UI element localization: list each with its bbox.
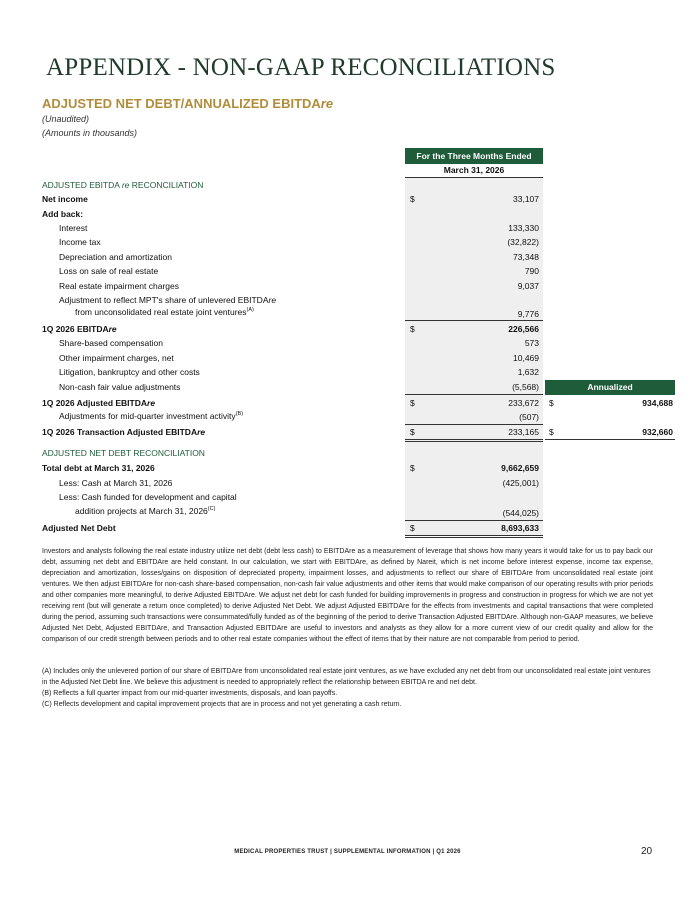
currency-symbol: $ — [549, 398, 554, 408]
impairment-value: 9,037 — [517, 281, 539, 291]
subtotal-rule — [405, 320, 543, 321]
q1-adj-re: re — [147, 398, 156, 408]
q1-adjusted-annualized-value: 934,688 — [642, 398, 673, 408]
q1-adj-text: 1Q 2026 Adjusted EBITDA — [42, 398, 148, 408]
share-comp-label: Share-based compensation — [59, 338, 163, 348]
currency-symbol: $ — [410, 194, 415, 204]
litigation-value: 1,632 — [517, 367, 539, 377]
less-cash-value: (425,001) — [502, 478, 539, 488]
footnote-c: (C) Reflects development and capital improvement projects that are in process and not yet generating a cash return. — [42, 701, 402, 708]
explanation-paragraph: Investors and analysts following the real estate industry utilize net debt (debt less cash) to EBITDAre as a measurement of leverage that shows how many years it would take for us to pay back our debt, assuming net debt and EBITDAre are held constant. In our calculation, we start with EBITDAre, as defined by Nareit, which is net income before interest expense, income tax expense, depreciation and amortization, losses/gains on disposition of depreciated property, impairment losses, and adjustments to reflect our share of EBITDAre from unconsolidated real estate joint ventures. We then adjust EBITDAre for non-cash share-based compensation, non-cash fair value adjustments and other items that would make comparison of our operating results with prior periods and other companies more meaningful, to derive Adjusted EBITDAre. We adjust net debt for cash funded for building improvements in progress and construction in progress for which we are not yet receiving rent (but will generate a return once completed) to derive Adjusted Net Debt. We adjust Adjusted EBITDAre for the effects from investments and capital transactions that were completed during the period, assuming such transactions were consummated/fully funded as of the beginning of the period to derive Transaction Adjusted EBITDAre. Although non-GAAP measures, we believe Adjusted Net Debt, Adjusted EBITDAre, and Transaction Adjusted EBITDAre are useful to investors and analysts as they allow for a more current view of our credit quality and allow for the comparison of our credit strength between periods and to other real estate companies without the effect of items that by their nature are not comparable from period to period. — [42, 548, 653, 643]
income-tax-value: (32,822) — [507, 237, 539, 247]
subtitle-re: re — [320, 96, 334, 111]
footnote-b-ref: (B) — [235, 411, 244, 418]
less-dev2-text: addition projects at March 31, 2026 — [75, 506, 208, 516]
jv-line1-text: Adjustment to reflect MPT's share of unlevered EBITDA — [59, 295, 269, 305]
total-debt-label: Total debt at March 31, 2026 — [42, 463, 155, 473]
q1-adjusted-ebitda-value: 233,672 — [508, 398, 539, 408]
depreciation-label: Depreciation and amortization — [59, 252, 172, 262]
amounts-note: (Amounts in thousands) — [42, 128, 138, 138]
share-comp-value: 573 — [524, 338, 539, 348]
mid-quarter-text: Adjustments for mid-quarter investment activity — [59, 411, 236, 421]
q1-ebitda-text: 1Q 2026 EBITDA — [42, 324, 109, 334]
footnote-c-ref: (C) — [207, 506, 216, 513]
less-dev-label-2 — [75, 504, 215, 518]
jv-line1-re: re — [268, 295, 277, 305]
q1-trans-re: re — [197, 427, 206, 437]
unaudited-note: (Unaudited) — [42, 114, 90, 124]
subtitle-text: ADJUSTED NET DEBT/ANNUALIZED EBITDA — [42, 96, 321, 111]
ebitda-section-heading — [42, 180, 203, 190]
annualized-header: Annualized — [545, 380, 675, 395]
net-income-value: 33,107 — [513, 194, 539, 204]
depreciation-value: 73,348 — [513, 252, 539, 262]
q1-adjusted-ebitda-label — [42, 396, 155, 410]
total-debt-value: 9,662,659 — [501, 463, 539, 473]
adjusted-net-debt-label: Adjusted Net Debt — [42, 523, 116, 533]
currency-symbol: $ — [410, 398, 415, 408]
currency-symbol: $ — [410, 523, 415, 533]
total-double-rule — [405, 537, 543, 538]
jv-line2-text: from unconsolidated real estate joint ventures — [75, 307, 247, 317]
footnote-b: (B) Reflects a full quarter impact from our mid-quarter investments, disposals, and loan payoffs. — [42, 690, 338, 697]
fair-value-label: Non-cash fair value adjustments — [59, 382, 181, 392]
period-header: For the Three Months Ended — [405, 148, 543, 164]
income-tax-label: Income tax — [59, 237, 101, 247]
total-rule — [405, 439, 543, 440]
jv-adjustment-value: 9,776 — [517, 309, 539, 319]
less-dev-label-1: Less: Cash funded for development and capital — [59, 492, 237, 502]
section-subtitle — [42, 96, 333, 111]
section1-suffix: RECONCILIATION — [129, 180, 204, 190]
mid-quarter-label — [59, 409, 243, 423]
q1-transaction-annualized-value: 932,660 — [642, 427, 673, 437]
adjusted-net-debt-value: 8,693,633 — [501, 523, 539, 533]
section1-re: re — [121, 180, 130, 190]
less-cash-label: Less: Cash at March 31, 2026 — [59, 478, 173, 488]
subtotal-rule — [405, 394, 543, 395]
loss-sale-label: Loss on sale of real estate — [59, 266, 159, 276]
interest-label: Interest — [59, 223, 88, 233]
interest-value: 133,330 — [508, 223, 539, 233]
add-back-label: Add back: — [42, 209, 84, 219]
other-impairment-value: 10,469 — [513, 353, 539, 363]
page-title: APPENDIX - NON-GAAP RECONCILIATIONS — [46, 54, 556, 81]
fair-value-value: (5,568) — [512, 382, 539, 392]
q1-transaction-ebitda-label — [42, 425, 205, 439]
currency-symbol: $ — [410, 427, 415, 437]
less-dev-value: (544,025) — [502, 508, 539, 518]
annualized-total-rule — [545, 439, 675, 440]
impairment-label: Real estate impairment charges — [59, 281, 180, 291]
section1-label: ADJUSTED EBITDA — [42, 180, 120, 190]
total-double-rule — [405, 441, 543, 442]
footnote-a-ref: (A) — [246, 307, 254, 314]
q1-ebitda-label — [42, 322, 117, 336]
currency-symbol: $ — [549, 427, 554, 437]
jv-adjustment-label-2 — [75, 305, 254, 319]
net-debt-section-heading: ADJUSTED NET DEBT RECONCILIATION — [42, 448, 205, 458]
q1-ebitda-value: 226,566 — [508, 324, 539, 334]
q1-ebitda-re: re — [108, 324, 117, 334]
period-date: March 31, 2026 — [405, 164, 543, 178]
currency-symbol: $ — [410, 324, 415, 334]
footnote-a: (A) Includes only the unlevered portion of our share of EBITDAre from unconsolidated real estate joint ventures, as we have excluded any net debt from our unconsolidated real estate joint ventures in the Adjusted Net Debt line. We believe this adjustment is needed to appropriately reflect the relationship between EBITDA re and net debt. — [42, 668, 651, 686]
net-income-label: Net income — [42, 194, 88, 204]
page-number: 20 — [641, 846, 653, 857]
litigation-label: Litigation, bankruptcy and other costs — [59, 367, 200, 377]
q1-trans-text: 1Q 2026 Transaction Adjusted EBITDA — [42, 427, 198, 437]
total-rule — [405, 535, 543, 536]
other-impairment-label: Other impairment charges, net — [59, 353, 174, 363]
loss-sale-value: 790 — [524, 266, 539, 276]
mid-quarter-value: (507) — [519, 412, 539, 422]
currency-symbol: $ — [410, 463, 415, 473]
q1-transaction-ebitda-value: 233,165 — [508, 427, 539, 437]
page-footer: MEDICAL PROPERTIES TRUST | SUPPLEMENTAL INFORMATION | Q1 2026 — [234, 849, 461, 855]
